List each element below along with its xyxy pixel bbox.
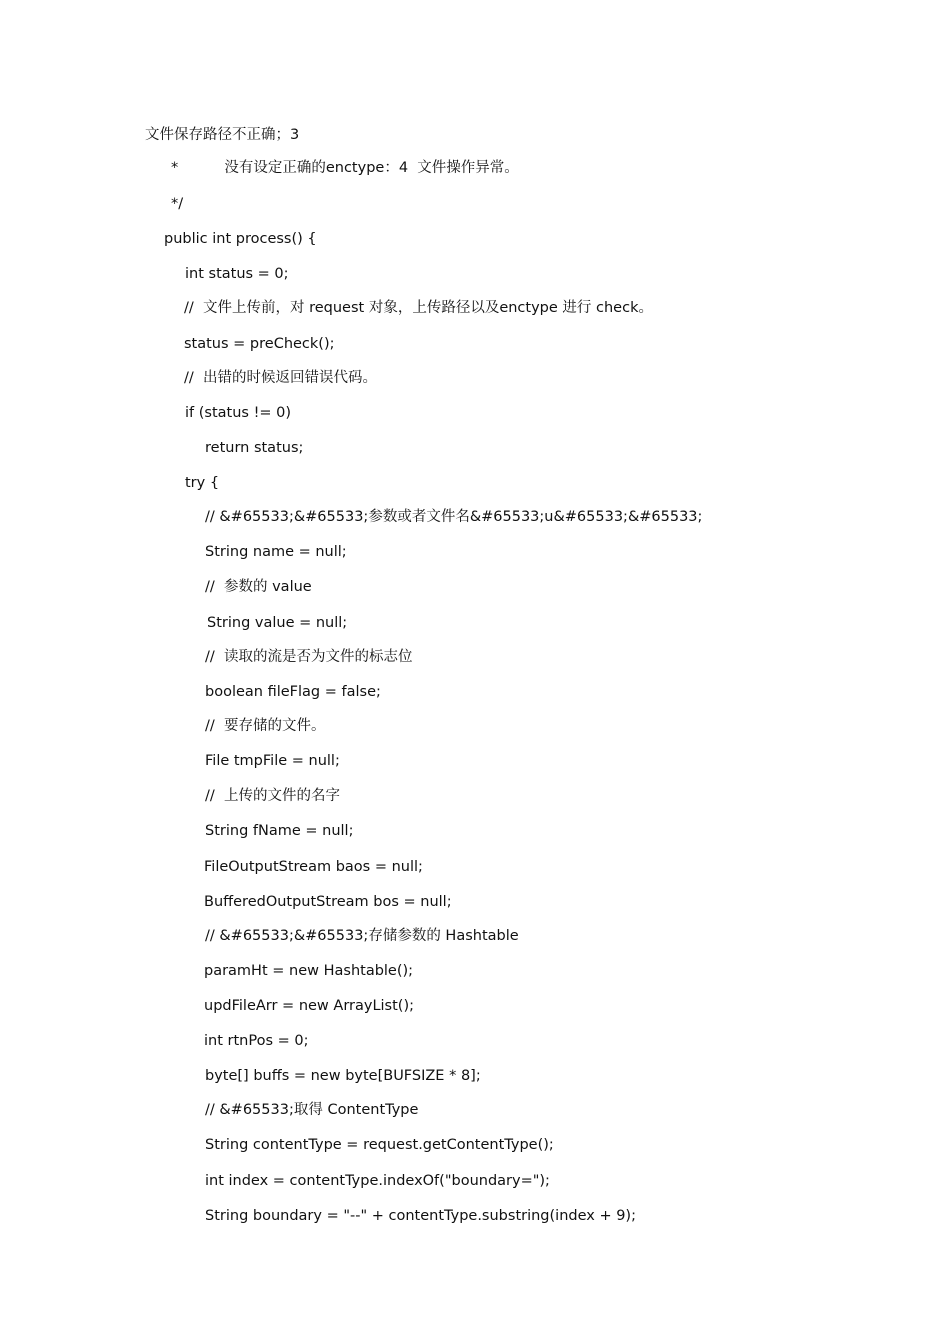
comment-line-17: // 要存储的文件。 [205,718,326,734]
code-line-18: File tmpFile = null; [205,753,340,769]
code-line-10: try { [185,475,220,491]
code-line-20: String fName = null; [205,823,354,839]
code-line-26: int rtnPos = 0; [204,1033,309,1049]
text-line-2: * 没有设定正确的enctype：4 文件操作异常。 [171,160,519,176]
comment-line-7: // 出错的时候返回错误代码。 [184,370,377,386]
code-line-4: int status = 0; [185,266,289,282]
comment-line-19: // 上传的文件的名字 [205,788,340,804]
code-line-16: boolean fileFlag = false; [205,684,381,700]
code-line-24: paramHt = new Hashtable(); [204,963,414,979]
code-line-9: return status; [205,440,304,456]
code-line-12: String name = null; [205,544,347,560]
code-line-25: updFileArr = new ArrayList(); [204,998,414,1014]
code-line-6: status = preCheck(); [184,336,335,352]
code-line-30: int index = contentType.indexOf("boundary="); [205,1173,550,1189]
comment-line-15: // 读取的流是否为文件的标志位 [205,649,413,665]
code-line-29: String contentType = request.getContentType(); [205,1137,554,1153]
comment-line-28: // &#65533;取得 ContentType [205,1102,419,1118]
code-line-8: if (status != 0) [185,405,292,421]
comment-line-5: // 文件上传前，对 request 对象，上传路径以及enctype 进行 check。 [184,300,653,316]
comment-line-13: // 参数的 value [205,579,312,595]
comment-line-11: // &#65533;&#65533;参数或者文件名&#65533;u&#65533;&#65533; [205,509,703,525]
code-line-22: BufferedOutputStream bos = null; [204,894,452,910]
code-line-method-signature: public int process() { [164,231,317,247]
code-line-31: String boundary = "--" + contentType.substring(index + 9); [205,1208,636,1224]
code-line-21: FileOutputStream baos = null; [204,859,423,875]
code-line-27: byte[] buffs = new byte[BUFSIZE * 8]; [205,1068,481,1084]
comment-line-23: // &#65533;&#65533;存储参数的 Hashtable [205,928,519,944]
text-line-3: */ [171,196,184,212]
code-line-14: String value = null; [207,615,348,631]
text-line-1: 文件保存路径不正确；3 [145,127,300,143]
